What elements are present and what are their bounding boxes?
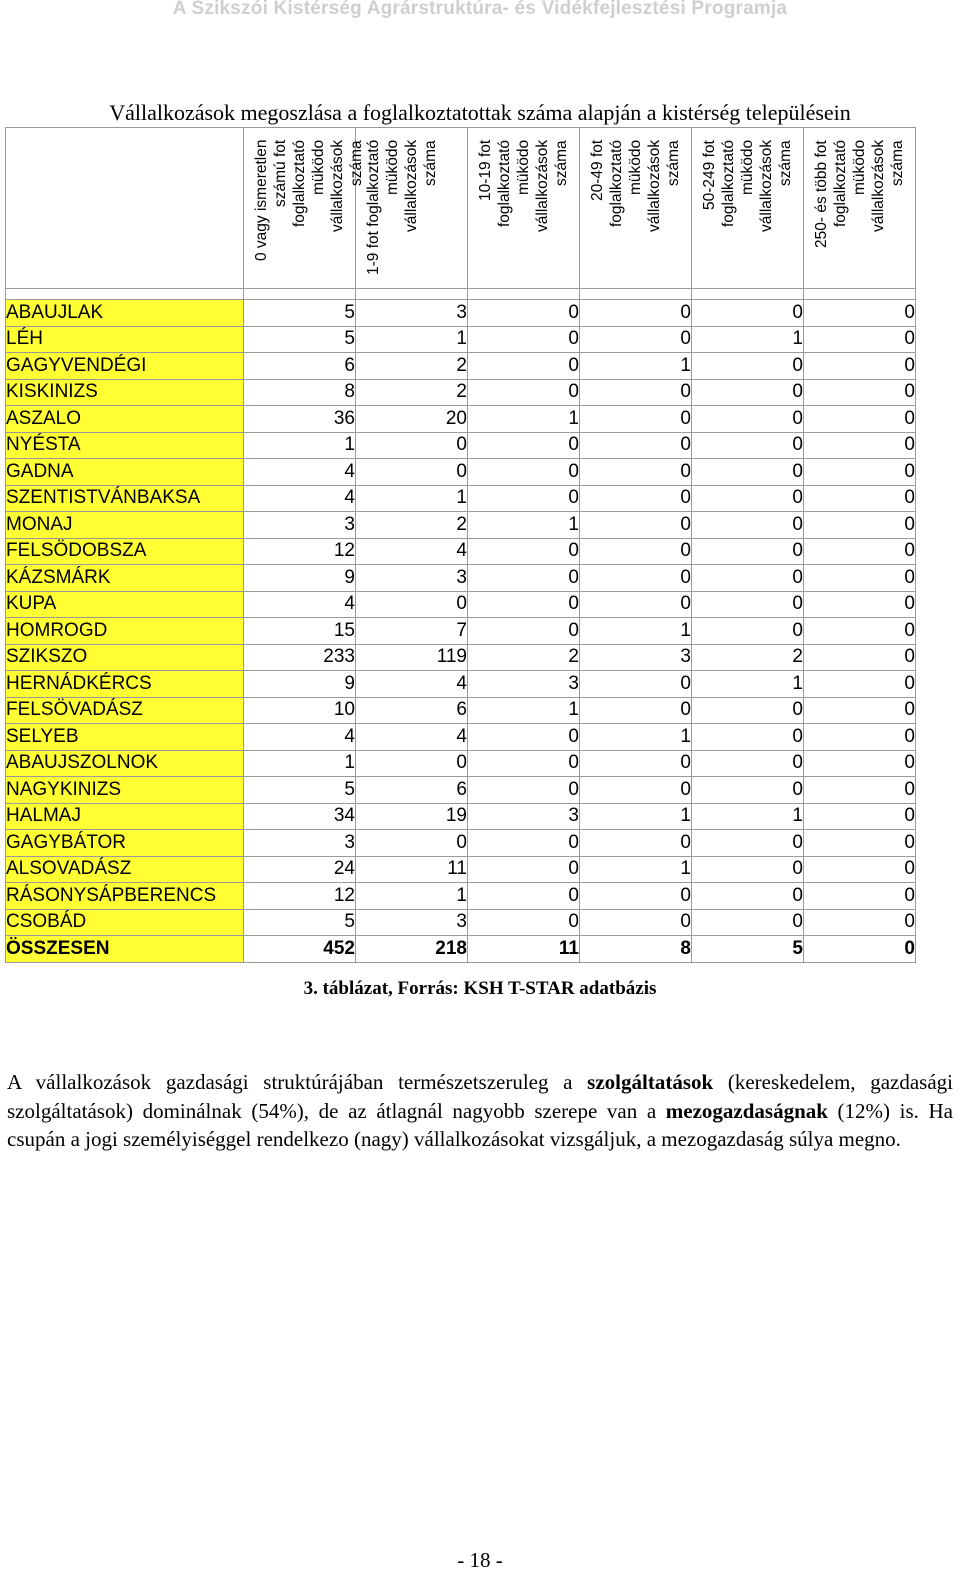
table-cell: 0	[580, 485, 692, 512]
bold-term: mezogazdaságnak	[665, 1098, 828, 1123]
table-cell: 5	[692, 936, 804, 963]
table-cell: 3	[468, 803, 580, 830]
table-cell: 0	[468, 326, 580, 353]
table-cell: 11	[468, 936, 580, 963]
table-row	[6, 591, 916, 618]
table-cell: 9	[244, 565, 356, 592]
table-cell: 0	[804, 618, 916, 645]
table-cell: 1	[580, 618, 692, 645]
table-cell: 0	[580, 459, 692, 486]
settlement-name: SZENTISTVÁNBAKSA	[6, 485, 244, 512]
table-cell: 1	[468, 406, 580, 433]
table-cell: 1	[692, 803, 804, 830]
table-cell: 0	[580, 300, 692, 327]
settlement-name: KUPA	[6, 591, 244, 618]
table-cell: 0	[356, 750, 468, 777]
table-cell: 1	[356, 883, 468, 910]
settlement-name: GAGYBÁTOR	[6, 830, 244, 857]
table-cell: 0	[804, 512, 916, 539]
table-row	[6, 485, 916, 512]
table-cell: 0	[692, 565, 804, 592]
table-cell: 0	[804, 538, 916, 565]
table-cell: 1	[244, 432, 356, 459]
table-cell: 0	[692, 750, 804, 777]
table-cell: 7	[356, 618, 468, 645]
table-cell: 0	[804, 432, 916, 459]
table-cell: 0	[468, 618, 580, 645]
table-cell: 0	[692, 724, 804, 751]
table-cell: 6	[244, 353, 356, 380]
table-cell: 6	[356, 697, 468, 724]
table-cell: 5	[244, 909, 356, 936]
table-row	[6, 750, 916, 777]
settlement-name: ÖSSZESEN	[6, 936, 244, 963]
table-cell: 1	[244, 750, 356, 777]
table-header-row	[6, 128, 916, 289]
table-cell: 233	[244, 644, 356, 671]
table-cell: 0	[468, 459, 580, 486]
table-cell: 0	[468, 724, 580, 751]
page-number: - 18 -	[457, 1548, 503, 1572]
settlement-name: ABAUJSZOLNOK	[6, 750, 244, 777]
table-cell: 0	[356, 830, 468, 857]
table-caption: 3. táblázat, Forrás: KSH T-STAR adatbázis	[303, 978, 657, 999]
table-cell: 0	[692, 697, 804, 724]
table-cell: 0	[804, 777, 916, 804]
table-cell: 15	[244, 618, 356, 645]
table-row	[6, 697, 916, 724]
table-cell: 0	[692, 406, 804, 433]
table-cell: 0	[468, 485, 580, 512]
column-header: 0 vagy ismeretlen számú fot foglalkoztató müködo vállalkozások száma	[244, 128, 356, 289]
table-cell: 0	[468, 591, 580, 618]
table-row	[6, 538, 916, 565]
enterprise-table	[5, 127, 916, 963]
table-cell: 0	[468, 750, 580, 777]
settlement-name: MONAJ	[6, 512, 244, 539]
table-row	[6, 830, 916, 857]
table-cell: 0	[804, 856, 916, 883]
table-row	[6, 856, 916, 883]
table-cell: 0	[692, 618, 804, 645]
table-cell: 3	[356, 565, 468, 592]
column-header: 10-19 fot foglalkoztató müködo vállalkozások száma	[468, 128, 580, 289]
table-cell: 0	[692, 379, 804, 406]
table-cell: 24	[244, 856, 356, 883]
table-cell: 0	[804, 724, 916, 751]
table-cell: 5	[244, 326, 356, 353]
table-cell: 0	[804, 697, 916, 724]
table-row	[6, 565, 916, 592]
table-cell: 0	[692, 432, 804, 459]
table-cell: 0	[692, 856, 804, 883]
settlement-name: ASZALO	[6, 406, 244, 433]
table-cell: 0	[692, 353, 804, 380]
table-cell: 4	[356, 671, 468, 698]
table-cell: 8	[244, 379, 356, 406]
table-cell: 0	[692, 883, 804, 910]
table-cell: 2	[356, 512, 468, 539]
table-cell: 1	[356, 485, 468, 512]
table-cell: 5	[244, 777, 356, 804]
table-cell: 2	[356, 379, 468, 406]
table-cell: 0	[356, 432, 468, 459]
table-cell: 0	[804, 379, 916, 406]
table-cell: 0	[356, 459, 468, 486]
table-cell: 0	[804, 459, 916, 486]
table-cell: 0	[692, 485, 804, 512]
table-cell: 9	[244, 671, 356, 698]
column-header: 250- és több fot foglalkoztató müködo vállalkozások száma	[804, 128, 916, 289]
table-cell: 0	[580, 326, 692, 353]
table-cell: 452	[244, 936, 356, 963]
table-cell: 4	[244, 459, 356, 486]
table-cell: 3	[356, 300, 468, 327]
settlement-name: ALSOVADÁSZ	[6, 856, 244, 883]
settlement-name: SELYEB	[6, 724, 244, 751]
table-cell: 0	[804, 830, 916, 857]
table-cell: 0	[468, 432, 580, 459]
table-row	[6, 777, 916, 804]
table-cell: 0	[692, 591, 804, 618]
table-row	[6, 379, 916, 406]
table-cell: 0	[692, 459, 804, 486]
table-cell: 12	[244, 883, 356, 910]
table-cell: 0	[580, 591, 692, 618]
table-cell: 0	[804, 803, 916, 830]
table-cell: 0	[468, 538, 580, 565]
table-cell: 0	[580, 697, 692, 724]
table-cell: 0	[580, 379, 692, 406]
table-cell: 0	[468, 565, 580, 592]
table-cell: 0	[804, 644, 916, 671]
page-header: A Szikszói Kistérség Agrárstruktúra- és Vidékfejlesztési Programja	[172, 0, 788, 19]
table-row	[6, 432, 916, 459]
settlement-name: KISKINIZS	[6, 379, 244, 406]
table-cell: 0	[804, 936, 916, 963]
table-cell: 0	[468, 379, 580, 406]
table-cell: 2	[468, 644, 580, 671]
settlement-name: GADNA	[6, 459, 244, 486]
column-header: 1-9 fot foglalkoztató müködo vállalkozások száma	[356, 128, 468, 289]
table-cell: 0	[692, 909, 804, 936]
table-cell: 1	[580, 724, 692, 751]
table-cell: 0	[580, 565, 692, 592]
table-cell: 0	[580, 671, 692, 698]
settlement-name: LÉH	[6, 326, 244, 353]
settlement-name: CSOBÁD	[6, 909, 244, 936]
settlement-name: FELSÖDOBSZA	[6, 538, 244, 565]
settlement-name: KÁZSMÁRK	[6, 565, 244, 592]
table-cell: 1	[692, 671, 804, 698]
header-spacer	[6, 289, 916, 300]
table-cell: 4	[244, 485, 356, 512]
bold-term: szolgáltatások	[587, 1070, 714, 1094]
settlement-name: GAGYVENDÉGI	[6, 353, 244, 380]
table-cell: 34	[244, 803, 356, 830]
table-cell: 0	[692, 512, 804, 539]
table-cell: 0	[804, 671, 916, 698]
table-cell: 0	[580, 432, 692, 459]
table-cell: 11	[356, 856, 468, 883]
table-cell: 36	[244, 406, 356, 433]
table-cell: 0	[580, 777, 692, 804]
table-cell: 0	[692, 777, 804, 804]
table-cell: 2	[692, 644, 804, 671]
table-cell: 1	[468, 697, 580, 724]
table-cell: 0	[580, 750, 692, 777]
table-cell: 0	[692, 538, 804, 565]
body-paragraph: A vállalkozások gazdasági struktúrájában természetszeruleg a szolgáltatások (kereskedelem, gazdasági szolgáltatások) dominálnak (54%), de az átlagnál nagyobb szerepe van a mezogazdaságnak (12%) is. Ha csupán a jogi személyiséggel rendelkezo (nagy) vállalkozásokat vizsgáljuk, a mezogazdaság súlya megno.	[7, 1070, 953, 1151]
table-cell: 0	[468, 830, 580, 857]
table-cell: 0	[580, 406, 692, 433]
table-cell: 1	[580, 803, 692, 830]
table-cell: 0	[468, 300, 580, 327]
settlement-name: HALMAJ	[6, 803, 244, 830]
table-cell: 19	[356, 803, 468, 830]
table-row	[6, 618, 916, 645]
table-cell: 3	[244, 830, 356, 857]
table-cell: 3	[244, 512, 356, 539]
table-row	[6, 406, 916, 433]
table-cell: 0	[804, 353, 916, 380]
table-cell: 0	[804, 750, 916, 777]
table-row	[6, 644, 916, 671]
table-cell: 4	[244, 724, 356, 751]
table-cell: 0	[580, 512, 692, 539]
table-cell: 0	[468, 883, 580, 910]
table-cell: 0	[468, 909, 580, 936]
settlement-name: HOMROGD	[6, 618, 244, 645]
table-cell: 8	[580, 936, 692, 963]
settlement-name: ABAUJLAK	[6, 300, 244, 327]
table-cell: 3	[468, 671, 580, 698]
table-cell: 0	[580, 883, 692, 910]
settlement-name: SZIKSZO	[6, 644, 244, 671]
table-cell: 6	[356, 777, 468, 804]
table-row	[6, 353, 916, 380]
table-cell: 0	[804, 326, 916, 353]
table-cell: 0	[468, 353, 580, 380]
table-cell: 0	[804, 909, 916, 936]
total-row	[6, 936, 916, 963]
header-corner	[6, 128, 244, 289]
table-row	[6, 671, 916, 698]
table-row	[6, 512, 916, 539]
table-cell: 0	[804, 300, 916, 327]
table-cell: 218	[356, 936, 468, 963]
table-cell: 0	[580, 538, 692, 565]
table-cell: 3	[356, 909, 468, 936]
settlement-name: FELSÖVADÁSZ	[6, 697, 244, 724]
table-cell: 1	[580, 353, 692, 380]
table-cell: 1	[356, 326, 468, 353]
table-cell: 1	[692, 326, 804, 353]
table-row	[6, 909, 916, 936]
table-cell: 12	[244, 538, 356, 565]
column-header: 50-249 fot foglalkoztató müködo vállalkozások száma	[692, 128, 804, 289]
table-cell: 4	[356, 724, 468, 751]
table-cell: 0	[804, 565, 916, 592]
table-row	[6, 459, 916, 486]
table-cell: 4	[356, 538, 468, 565]
table-cell: 0	[804, 406, 916, 433]
settlement-name: RÁSONYSÁPBERENCS	[6, 883, 244, 910]
table-cell: 0	[804, 485, 916, 512]
table-row	[6, 724, 916, 751]
table-cell: 10	[244, 697, 356, 724]
table-cell: 20	[356, 406, 468, 433]
settlement-name: NYÉSTA	[6, 432, 244, 459]
table-row	[6, 803, 916, 830]
table-cell: 0	[692, 300, 804, 327]
table-row	[6, 300, 916, 327]
table-cell: 0	[804, 591, 916, 618]
table-cell: 3	[580, 644, 692, 671]
table-cell: 1	[580, 856, 692, 883]
table-cell: 2	[356, 353, 468, 380]
table-cell: 0	[468, 777, 580, 804]
table-body	[6, 300, 916, 963]
settlement-name: HERNÁDKÉRCS	[6, 671, 244, 698]
table-cell: 0	[692, 830, 804, 857]
table-row	[6, 883, 916, 910]
table-cell: 0	[580, 909, 692, 936]
table-cell: 0	[356, 591, 468, 618]
table-title: Vállalkozások megoszlása a foglalkoztatottak száma alapján a kistérség településein	[109, 100, 851, 125]
table-cell: 4	[244, 591, 356, 618]
settlement-name: NAGYKINIZS	[6, 777, 244, 804]
table-row	[6, 326, 916, 353]
table-cell: 5	[244, 300, 356, 327]
column-header: 20-49 fot foglalkoztató müködo vállalkozások száma	[580, 128, 692, 289]
table-cell: 119	[356, 644, 468, 671]
table-cell: 0	[468, 856, 580, 883]
table-cell: 0	[580, 830, 692, 857]
table-cell: 0	[804, 883, 916, 910]
table-cell: 1	[468, 512, 580, 539]
